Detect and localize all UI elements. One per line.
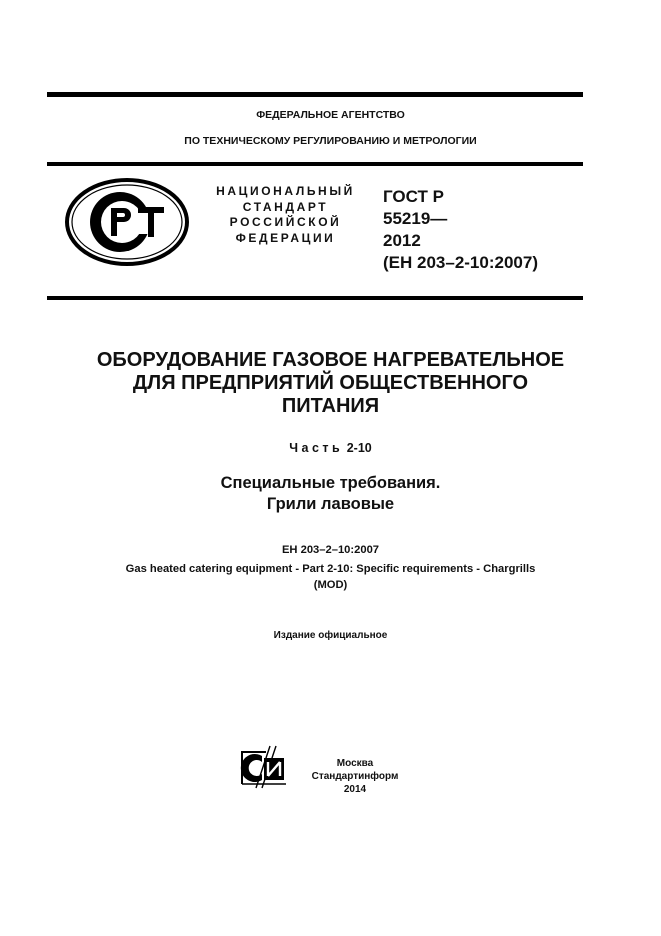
publisher-block [305, 757, 405, 796]
agency-line-2: ПО ТЕХНИЧЕСКОМУ РЕГУЛИРОВАНИЮ И МЕТРОЛОГИИ [184, 135, 477, 147]
top-rule [47, 92, 583, 97]
part-label [0, 441, 661, 455]
designation-line-1: ГОСТ Р [383, 187, 444, 206]
title-line-2: ДЛЯ ПРЕДПРИЯТИЙ ОБЩЕСТВЕННОГО [132, 372, 529, 394]
national-standard-line-4: ФЕДЕРАЦИИ [235, 230, 336, 245]
national-standard-line-1: НАЦИОНАЛЬНЫЙ [216, 184, 355, 198]
part-word: Часть [289, 441, 344, 455]
middle-rule [47, 162, 583, 166]
publisher-year: 2014 [343, 784, 367, 795]
standard-designation [383, 186, 538, 274]
en-reference-title [0, 561, 661, 593]
gost-r-logo-icon [64, 178, 190, 266]
national-standard-line-2: СТАНДАРТ [242, 199, 329, 214]
en-title-line-1: Gas heated catering equipment - Part 2-10: Specific requirements - Chargrills [125, 563, 536, 575]
subtitle-line-2: Грили лавовые [266, 495, 395, 513]
subtitle-line-1: Специальные требования. [220, 474, 441, 492]
en-reference-code: ЕН 203–2–10:2007 [281, 544, 380, 556]
designation-line-2: 55219— [383, 209, 448, 228]
bottom-rule [47, 296, 583, 300]
title-line-3: ПИТАНИЯ [281, 395, 380, 417]
national-standard-block [207, 184, 364, 246]
en-title-line-2: (MOD) [313, 579, 348, 591]
national-standard-line-3: РОССИЙСКОЙ [229, 215, 342, 229]
document-title [0, 349, 661, 418]
designation-line-3: 2012 [383, 231, 421, 250]
part-number: 2-10 [346, 441, 372, 455]
standartinform-logo-icon [236, 744, 292, 790]
agency-line-1: ФЕДЕРАЛЬНОЕ АГЕНТСТВО [256, 109, 405, 121]
document-subtitle [0, 473, 661, 515]
title-line-1: ОБОРУДОВАНИЕ ГАЗОВОЕ НАГРЕВАТЕЛЬНОЕ [96, 349, 565, 371]
publisher-city: Москва [336, 758, 374, 769]
edition-label: Издание официальное [273, 630, 388, 641]
publisher-name: Стандартинформ [311, 771, 399, 782]
designation-line-4: (ЕН 203–2-10:2007) [383, 253, 538, 272]
